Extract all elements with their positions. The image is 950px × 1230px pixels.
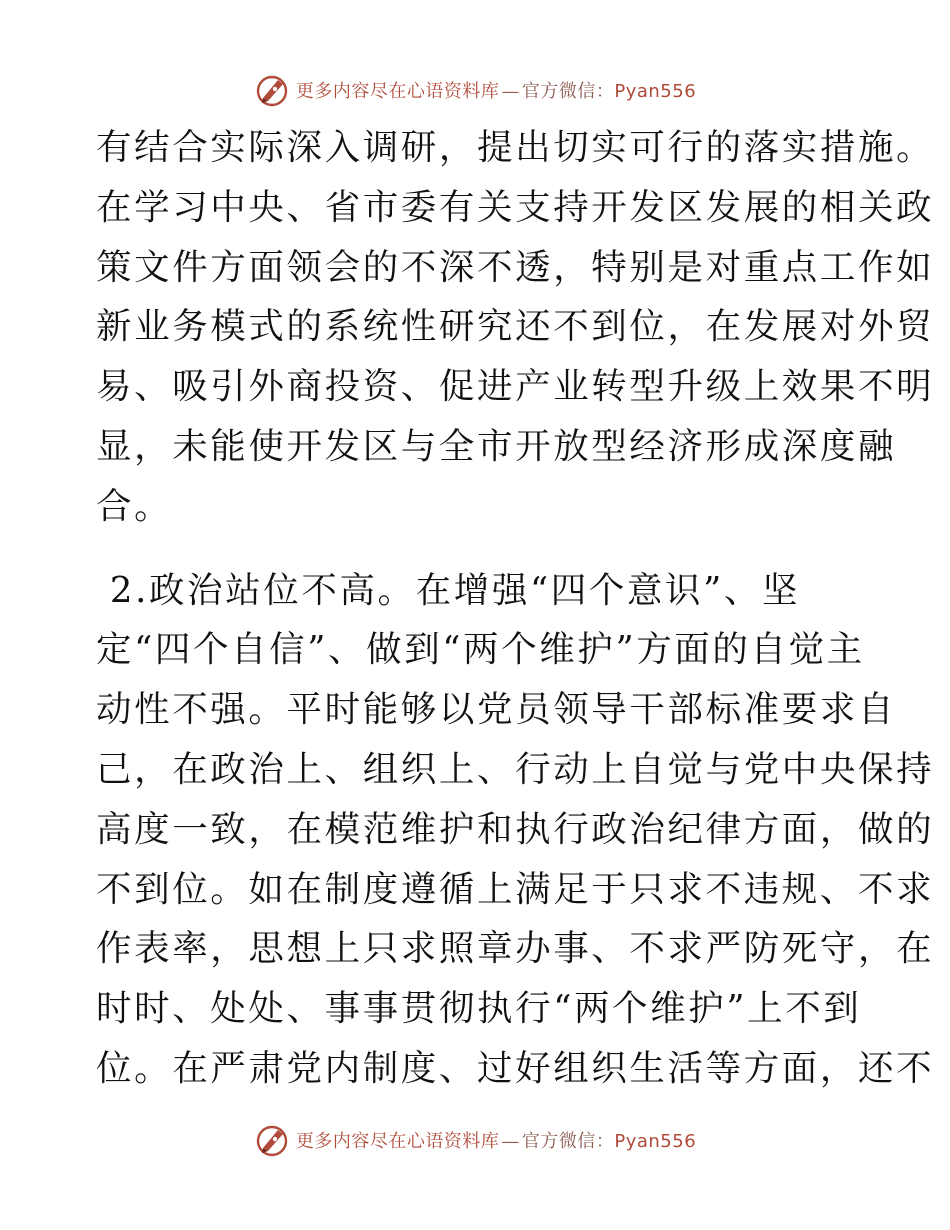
paragraph-2 <box>96 561 935 1099</box>
banner-separator: — <box>501 81 520 102</box>
banner-wechat-id: Pyan556 <box>614 81 697 102</box>
text-line: 定“四个自信”、做到“两个维护”方面的自觉主 <box>96 629 865 671</box>
banner-site-text: 更多内容尽在心语资料库 <box>295 81 500 102</box>
text-line: 动性不强。平时能够以党员领导干部标准要求自 <box>96 689 897 731</box>
text-line: 显，未能使开发区与全市开放型经济形成深度融 <box>96 425 897 467</box>
text-line: 在学习中央、省市委有关支持开发区发展的相关政 <box>96 186 935 228</box>
header-banner <box>0 68 950 112</box>
document-body <box>96 118 935 1099</box>
banner-site-text: 更多内容尽在心语资料库 <box>295 1131 500 1152</box>
paragraph-1 <box>96 118 935 537</box>
paragraph-gap <box>96 537 856 561</box>
text-line: 合。 <box>96 485 173 527</box>
text-line: 易、吸引外商投资、促进产业转型升级上效果不明 <box>96 366 935 408</box>
footer-banner <box>0 1118 950 1162</box>
pen-logo-icon <box>254 72 290 108</box>
text-line: 位。在严肃党内制度、过好组织生活等方面，还不 <box>96 1047 935 1089</box>
text-line: 新业务模式的系统性研究还不到位，在发展对外贸 <box>96 306 935 348</box>
banner-separator: — <box>501 1131 520 1152</box>
text-line: 有结合实际深入调研，提出切实可行的落实措施。 <box>96 127 935 168</box>
banner-wechat-id: Pyan556 <box>614 1131 697 1152</box>
text-line: 不到位。如在制度遵循上满足于只求不违规、不求 <box>96 868 935 910</box>
banner-label-text: 官方微信： <box>521 1131 615 1152</box>
text-line: 作表率，思想上只求照章办事、不求严防死守，在 <box>96 928 935 970</box>
banner-text <box>296 77 696 103</box>
text-line: 时时、处处、事事贯彻执行“两个维护”上不到 <box>96 988 862 1030</box>
text-line: 高度一致，在模范维护和执行政治纪律方面，做的 <box>96 808 935 850</box>
banner-text <box>296 1127 696 1153</box>
text-line: 2.政治站位不高。在增强“四个意识”、坚 <box>96 569 801 611</box>
text-line: 己，在政治上、组织上、行动上自觉与党中央保持 <box>96 748 935 790</box>
pen-logo-icon <box>254 1122 290 1158</box>
text-line: 策文件方面领会的不深不透，特别是对重点工作如 <box>96 246 935 288</box>
banner-label-text: 官方微信： <box>521 81 615 102</box>
